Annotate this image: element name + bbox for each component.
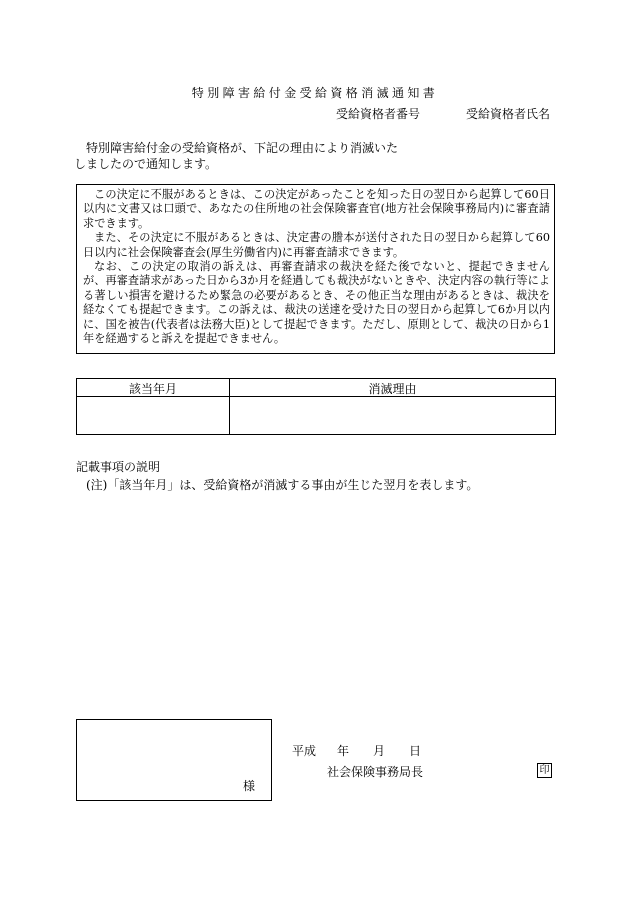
appeal-paragraph-3: なお、この決定の取消の訴えは、再審査請求の裁決を経た後でないと、提起できませんが、再審査請求があった日から3か月を経過しても裁決がないときや、決定内容の執行等による著しい損害を避けるため緊急の必要があるとき、その他正当な理由があるときは、裁決を経なくても提起できます。この訴えは、裁決の送達を受けた日の翌日から起算して6か月以内に、国を被告(代表者は法務大臣)として提起できます。ただし、原則として、裁決の日から1年を経過すると訴えを提起できません。 (83, 260, 550, 346)
appeal-paragraph-2: また、その決定に不服があるときは、決定書の謄本が送付された日の翌日から起算して60日以内に社会保険審査会(厚生労働省内)に再審査請求できます。 (83, 231, 550, 259)
intro-line-2: しましたので通知します。 (74, 157, 218, 171)
explanation-note: (注)「該当年月」は、受給資格が消滅する事由が生じた翌月を表します。 (86, 478, 479, 492)
header-applicable-month: 該当年月 (128, 382, 177, 396)
document-title: 特別障害給付金受給資格消滅通知書 (191, 86, 439, 100)
appeal-paragraph-1: この決定に不服があるときは、この決定があったことを知った日の翌日から起算して60日以内に文書又は口頭で、あなたの住所地の社会保険審査官(地方社会保険事務局内)に審査請求できます。 (83, 188, 550, 230)
issuer-title: 社会保険事務局長 (327, 765, 424, 779)
header-termination-reason: 消滅理由 (368, 382, 417, 396)
reason-table (76, 378, 556, 435)
intro-text (74, 140, 494, 172)
honorific-sama: 様 (242, 779, 255, 793)
address-box (76, 719, 272, 801)
explanation-title: 記載事項の説明 (76, 460, 161, 474)
date-day: 日 (409, 744, 422, 758)
recipient-number-label: 受給資格者番号 (336, 107, 421, 121)
intro-line-1: 特別障害給付金の受給資格が、下記の理由により消滅いた (86, 141, 399, 155)
appeal-notice-box (76, 184, 555, 354)
recipient-name-label: 受給資格者氏名 (466, 107, 551, 121)
date-year: 年 (337, 744, 350, 758)
date-era: 平成 (292, 744, 317, 758)
date-month: 月 (373, 744, 386, 758)
seal-stamp: 印 (537, 763, 552, 778)
